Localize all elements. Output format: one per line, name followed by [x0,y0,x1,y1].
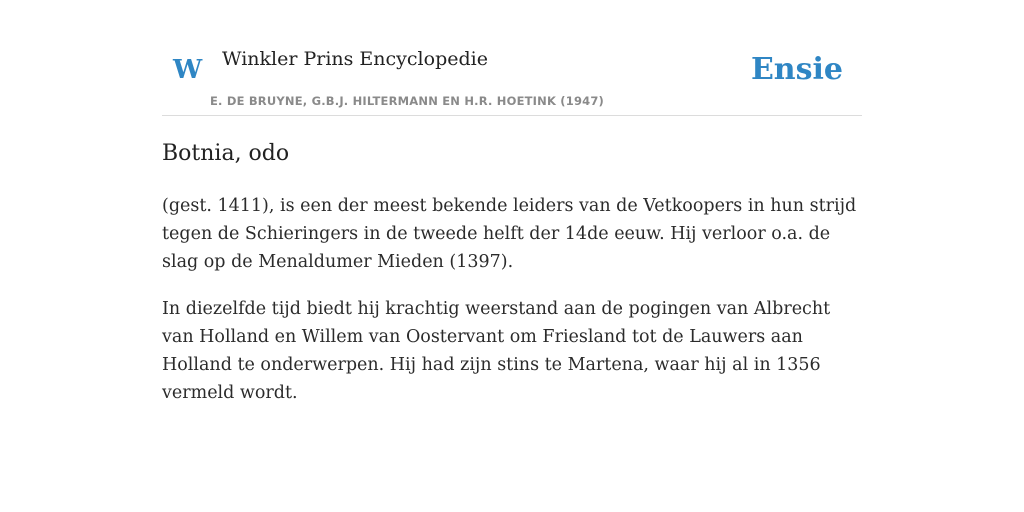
source-title[interactable]: Winkler Prins Encyclopedie [222,48,488,70]
entry-title: Botnia, odo [162,141,290,166]
page [162,0,862,403]
source-header [162,0,862,116]
source-logo[interactable]: W [173,55,203,85]
entry-paragraph: (gest. 1411), is een der meest bekende leiders van de Vetkoopers in hun strijd tegen de Schieringers in de tweede helft der 14de eeuw. Hij verloor o.a. de slag op de Menaldumer Mieden (1397). [162,196,857,272]
entry-body [162,192,862,426]
brand-logo[interactable]: Ensie [750,52,843,87]
entry-paragraph: In diezelfde tijd biedt hij krachtig weerstand aan de pogingen van Albrecht van Holland en Willem van Oostervant om Friesland tot de Lauwers aan Holland te onderwerpen. Hij had zijn stins te Martena, waar hij al in 1356 vermeld wordt. [162,299,831,403]
source-authors: E. DE BRUYNE, G.B.J. HILTERMANN EN H.R. HOETINK (1947) [210,94,605,108]
